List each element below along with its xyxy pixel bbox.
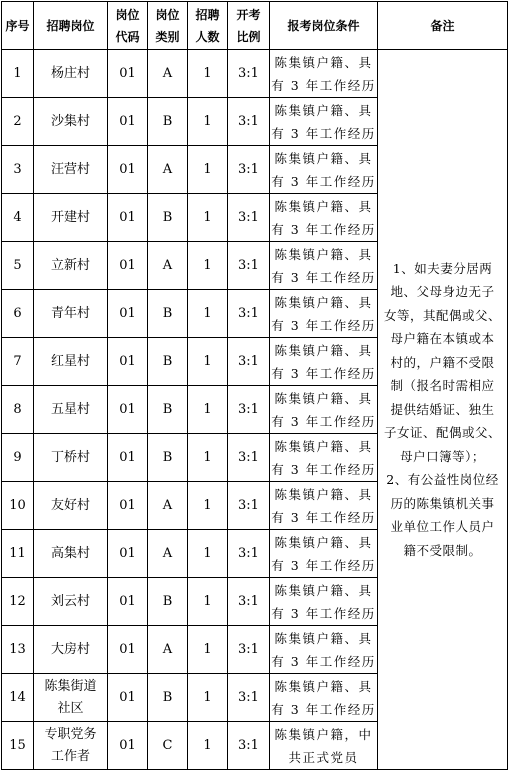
row-category: B — [148, 98, 188, 146]
row-category: A — [148, 626, 188, 674]
row-code: 01 — [108, 290, 148, 338]
header-code-line-1: 岗位 — [115, 7, 140, 22]
remark-line: 村的，户籍不受限 — [390, 354, 495, 370]
row-condition-line: 共正式党员 — [288, 749, 359, 765]
row-post — [34, 338, 108, 386]
header-ratio-line-1: 开考 — [236, 7, 261, 22]
row-post — [34, 530, 108, 578]
row-count: 1 — [188, 482, 228, 530]
header-ratio — [228, 2, 270, 50]
row-post-line: 青年村 — [50, 305, 90, 321]
row-ratio: 3:1 — [228, 386, 270, 434]
row-condition-line: 有 3 年工作经历 — [271, 605, 376, 621]
row-post — [34, 194, 108, 242]
row-condition-line: 陈集镇户籍、具 — [274, 246, 373, 262]
row-condition-line: 陈集镇户籍、具 — [274, 438, 373, 454]
row-condition-line: 陈集镇户籍、具 — [274, 390, 373, 406]
row-ratio: 3:1 — [228, 674, 270, 722]
row-code: 01 — [108, 626, 148, 674]
row-ratio: 3:1 — [228, 290, 270, 338]
row-post — [34, 722, 108, 770]
header-category-line-1: 岗位 — [155, 7, 180, 22]
row-condition-line: 陈集镇户籍、具 — [274, 54, 373, 70]
row-code: 01 — [108, 98, 148, 146]
row-post-line: 高集村 — [50, 545, 90, 561]
row-condition-line: 有 3 年工作经历 — [271, 413, 376, 429]
row-ratio: 3:1 — [228, 434, 270, 482]
row-post-line: 丁桥村 — [50, 449, 90, 465]
row-post-line: 沙集村 — [50, 113, 90, 129]
header-condition: 报考岗位条件 — [270, 2, 378, 50]
row-code: 01 — [108, 146, 148, 194]
recruitment-table — [1, 1, 508, 770]
row-condition — [270, 482, 378, 530]
row-condition — [270, 242, 378, 290]
row-condition-line: 陈集镇户籍、具 — [274, 150, 373, 166]
row-condition-line: 陈集镇户籍、具 — [274, 198, 373, 214]
remark-line: 历的陈集镇机关事 — [390, 495, 495, 511]
row-condition-line: 有 3 年工作经历 — [271, 317, 376, 333]
row-ratio: 3:1 — [228, 482, 270, 530]
row-seq: 6 — [2, 290, 34, 338]
row-post — [34, 578, 108, 626]
row-post-line: 工作者 — [50, 748, 90, 764]
row-condition — [270, 98, 378, 146]
row-count: 1 — [188, 50, 228, 98]
remark-line: 制（报名时需相应 — [390, 378, 495, 394]
row-post-line: 陈集街道 — [44, 678, 97, 694]
row-condition-line: 有 3 年工作经历 — [271, 461, 376, 477]
row-condition-line: 陈集镇户籍、具 — [274, 102, 373, 118]
row-post-line: 大房村 — [50, 641, 90, 657]
row-seq: 5 — [2, 242, 34, 290]
row-category: A — [148, 482, 188, 530]
row-post — [34, 290, 108, 338]
row-post-line: 开建村 — [50, 209, 90, 225]
row-condition-line: 陈集镇户籍、具 — [274, 486, 373, 502]
header-seq: 序号 — [2, 2, 34, 50]
row-condition — [270, 578, 378, 626]
row-code: 01 — [108, 386, 148, 434]
row-condition-line: 有 3 年工作经历 — [271, 221, 376, 237]
row-post-line: 杨庄村 — [50, 65, 90, 81]
row-condition — [270, 530, 378, 578]
row-condition — [270, 626, 378, 674]
row-condition — [270, 50, 378, 98]
row-post — [34, 674, 108, 722]
row-count: 1 — [188, 530, 228, 578]
row-condition — [270, 338, 378, 386]
row-condition-line: 有 3 年工作经历 — [271, 701, 376, 717]
row-condition — [270, 290, 378, 338]
row-post — [34, 146, 108, 194]
row-ratio: 3:1 — [228, 98, 270, 146]
row-seq: 9 — [2, 434, 34, 482]
remark-line: 母户籍在本镇或本 — [390, 331, 495, 347]
row-post — [34, 626, 108, 674]
remark-line: 子女证、配偶或父、 — [383, 425, 501, 441]
row-post-line: 友好村 — [50, 497, 90, 513]
row-condition-line: 有 3 年工作经历 — [271, 77, 376, 93]
row-condition — [270, 386, 378, 434]
remark-line: 母户口簿等）； — [400, 448, 485, 464]
header-count — [188, 2, 228, 50]
remark-line: 女等，其配偶或父、 — [383, 307, 501, 323]
row-condition — [270, 722, 378, 770]
row-seq: 13 — [2, 626, 34, 674]
row-count: 1 — [188, 194, 228, 242]
row-post — [34, 434, 108, 482]
remark-line: 提供结婚证、独生 — [390, 401, 495, 417]
header-remark: 备注 — [378, 2, 508, 50]
row-condition-line: 陈集镇户籍、具 — [274, 630, 373, 646]
row-condition-line: 陈集镇户籍、具 — [274, 342, 373, 358]
row-ratio: 3:1 — [228, 338, 270, 386]
row-condition — [270, 434, 378, 482]
row-seq: 3 — [2, 146, 34, 194]
row-ratio: 3:1 — [228, 722, 270, 770]
row-condition-line: 陈集镇户籍、具 — [274, 582, 373, 598]
header-code — [108, 2, 148, 50]
row-ratio: 3:1 — [228, 242, 270, 290]
row-category: B — [148, 386, 188, 434]
row-condition-line: 陈集镇户籍、具 — [274, 294, 373, 310]
row-category: B — [148, 578, 188, 626]
row-seq: 12 — [2, 578, 34, 626]
row-post — [34, 482, 108, 530]
remark-line: 籍不受限制。 — [403, 542, 482, 558]
remark-cell — [378, 50, 508, 770]
row-count: 1 — [188, 722, 228, 770]
row-count: 1 — [188, 98, 228, 146]
row-category: A — [148, 530, 188, 578]
row-condition-line: 有 3 年工作经历 — [271, 653, 376, 669]
row-condition-line: 有 3 年工作经历 — [271, 557, 376, 573]
remark-line: 2、有公益性岗位经 — [386, 472, 499, 488]
row-count: 1 — [188, 626, 228, 674]
row-seq: 1 — [2, 50, 34, 98]
row-seq: 10 — [2, 482, 34, 530]
row-seq: 11 — [2, 530, 34, 578]
row-post-line: 社区 — [57, 700, 84, 716]
row-post-line: 立新村 — [50, 257, 90, 273]
row-seq: 14 — [2, 674, 34, 722]
row-condition-line: 陈集镇户籍，中 — [274, 726, 373, 742]
row-ratio: 3:1 — [228, 146, 270, 194]
row-category: B — [148, 674, 188, 722]
row-code: 01 — [108, 434, 148, 482]
row-post-line: 汪营村 — [50, 161, 90, 177]
row-category: B — [148, 434, 188, 482]
header-code-line-2: 代码 — [115, 29, 140, 44]
row-count: 1 — [188, 578, 228, 626]
row-code: 01 — [108, 530, 148, 578]
row-count: 1 — [188, 674, 228, 722]
row-category: B — [148, 338, 188, 386]
row-seq: 4 — [2, 194, 34, 242]
row-post-line: 专职党务 — [44, 726, 97, 742]
row-condition-line: 有 3 年工作经历 — [271, 269, 376, 285]
row-condition-line: 有 3 年工作经历 — [271, 365, 376, 381]
header-count-line-1: 招聘 — [195, 7, 220, 22]
row-post — [34, 386, 108, 434]
row-category: C — [148, 722, 188, 770]
row-code: 01 — [108, 242, 148, 290]
row-ratio: 3:1 — [228, 194, 270, 242]
row-condition-line: 有 3 年工作经历 — [271, 173, 376, 189]
row-condition-line: 有 3 年工作经历 — [271, 509, 376, 525]
row-code: 01 — [108, 722, 148, 770]
row-seq: 2 — [2, 98, 34, 146]
row-seq: 7 — [2, 338, 34, 386]
row-count: 1 — [188, 338, 228, 386]
row-count: 1 — [188, 290, 228, 338]
row-condition — [270, 674, 378, 722]
row-category: A — [148, 146, 188, 194]
header-row — [2, 2, 508, 50]
header-ratio-line-2: 比例 — [236, 29, 261, 44]
row-condition — [270, 146, 378, 194]
row-count: 1 — [188, 386, 228, 434]
row-condition-line: 有 3 年工作经历 — [271, 125, 376, 141]
row-code: 01 — [108, 50, 148, 98]
row-post-line: 红星村 — [50, 353, 90, 369]
row-condition-line: 陈集镇户籍、具 — [274, 678, 373, 694]
row-count: 1 — [188, 146, 228, 194]
row-count: 1 — [188, 434, 228, 482]
header-category — [148, 2, 188, 50]
row-post — [34, 50, 108, 98]
remark-line: 业单位工作人员户 — [390, 519, 495, 535]
row-category: B — [148, 290, 188, 338]
row-code: 01 — [108, 578, 148, 626]
row-post-line: 刘云村 — [50, 593, 90, 609]
row-category: A — [148, 50, 188, 98]
row-seq: 15 — [2, 722, 34, 770]
remark-line: 地、父母身边无子 — [390, 284, 495, 300]
table-body — [2, 50, 508, 770]
row-ratio: 3:1 — [228, 578, 270, 626]
row-ratio: 3:1 — [228, 626, 270, 674]
header-category-line-2: 类别 — [155, 29, 180, 44]
remark-line: 1、如夫妻分居两 — [392, 260, 493, 276]
row-ratio: 3:1 — [228, 530, 270, 578]
row-post — [34, 98, 108, 146]
row-code: 01 — [108, 482, 148, 530]
row-post — [34, 242, 108, 290]
header-post: 招聘岗位 — [34, 2, 108, 50]
row-category: B — [148, 194, 188, 242]
row-code: 01 — [108, 338, 148, 386]
row-ratio: 3:1 — [228, 50, 270, 98]
row-category: A — [148, 242, 188, 290]
row-code: 01 — [108, 674, 148, 722]
header-count-line-2: 人数 — [195, 29, 220, 44]
row-seq: 8 — [2, 386, 34, 434]
row-condition-line: 陈集镇户籍、具 — [274, 534, 373, 550]
table-row — [2, 50, 508, 98]
row-count: 1 — [188, 242, 228, 290]
row-condition — [270, 194, 378, 242]
row-post-line: 五星村 — [50, 401, 90, 417]
row-code: 01 — [108, 194, 148, 242]
